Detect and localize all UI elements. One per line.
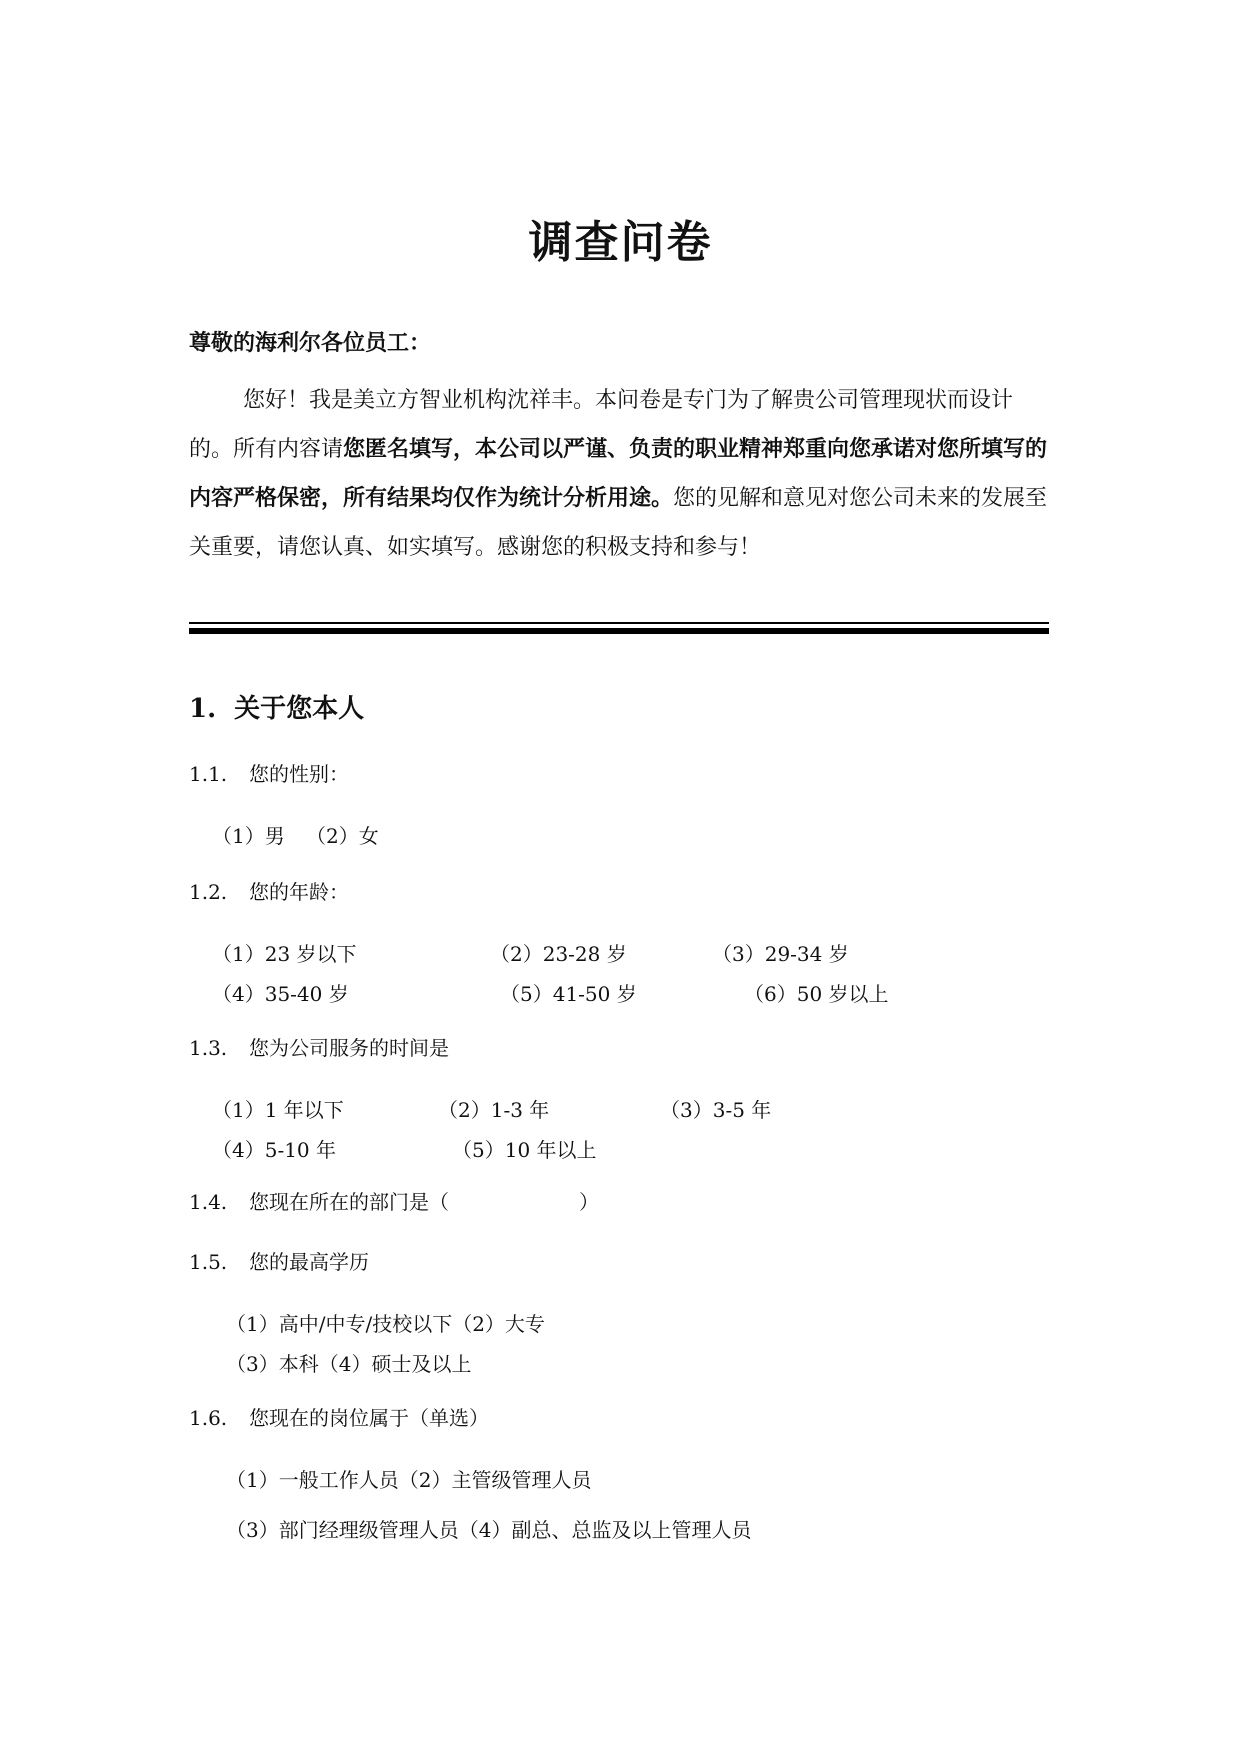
question-number: 1.5. [189, 1250, 228, 1274]
option-position-row-2[interactable]: （3）部门经理级管理人员（4）副总、总监及以上管理人员 [226, 1518, 752, 1542]
option-age-3[interactable]: （3）29-34 岁 [712, 942, 849, 966]
question-number: 1.6. [189, 1406, 228, 1430]
option-age-2[interactable]: （2）23-28 岁 [490, 942, 627, 966]
section-heading [189, 688, 364, 725]
question-number: 1.2. [189, 880, 228, 904]
salutation: 尊敬的海利尔各位员工： [189, 331, 432, 356]
section-number: 1. [189, 694, 217, 724]
option-tenure-3[interactable]: （3）3-5 年 [660, 1098, 772, 1122]
divider-thick [189, 628, 1049, 634]
option-tenure-2[interactable]: （2）1-3 年 [438, 1098, 550, 1122]
option-age-1[interactable]: （1）23 岁以下 [212, 942, 357, 966]
question-number: 1.1. [189, 762, 228, 786]
document-title: 调查问卷 [528, 217, 713, 268]
option-tenure-1[interactable]: （1）1 年以下 [212, 1098, 344, 1122]
option-age-4[interactable]: （4）35-40 岁 [212, 982, 349, 1006]
question-number: 1.3. [189, 1036, 228, 1060]
question-text: 您现在所在的部门是（ [249, 1190, 449, 1214]
intro-text-2: 您的见解和意见对您公司未来的发展至关重要，请您认真、如实填写。感谢您的积极支持和参与！ [189, 486, 1048, 560]
option-education-row-1[interactable]: （1）高中/中专/技校以下（2）大专 [226, 1312, 545, 1336]
question-text: 您为公司服务的时间是 [249, 1036, 449, 1060]
question-text-end: ） [579, 1190, 599, 1214]
question-1-1 [189, 758, 349, 787]
intro-text-1: 您好！我是美立方智业机构沈祥丰。本问卷是专门为了解贵公司管理现状而设计的。所有内容请 [189, 388, 1014, 462]
question-1-3 [189, 1032, 449, 1061]
question-1-6 [189, 1402, 489, 1431]
option-gender-male[interactable]: （1）男 [212, 824, 285, 848]
question-number: 1.4. [189, 1190, 228, 1214]
question-text: 您的性别： [249, 762, 349, 786]
intro-paragraph [189, 376, 1049, 572]
option-gender-female[interactable]: （2）女 [306, 824, 379, 848]
question-text: 您的年龄： [249, 880, 349, 904]
question-1-5 [189, 1246, 369, 1275]
option-age-6[interactable]: （6）50 岁以上 [744, 982, 889, 1006]
divider-thin [189, 622, 1049, 624]
question-text: 您现在的岗位属于（单选） [249, 1406, 489, 1430]
option-age-5[interactable]: （5）41-50 岁 [500, 982, 637, 1006]
question-1-4 [189, 1186, 599, 1215]
option-tenure-5[interactable]: （5）10 年以上 [452, 1138, 597, 1162]
intro-bold-text: 您匿名填写，本公司以严谨、负责的职业精神郑重向您承诺对您所填写的内容严格保密，所有结果均仅作为统计分析用途。 [189, 437, 1048, 511]
option-education-row-2[interactable]: （3）本科（4）硕士及以上 [226, 1352, 472, 1376]
option-tenure-4[interactable]: （4）5-10 年 [212, 1138, 337, 1162]
option-position-row-1[interactable]: （1）一般工作人员（2）主管级管理人员 [226, 1468, 592, 1492]
question-text: 您的最高学历 [249, 1250, 369, 1274]
question-1-2 [189, 876, 349, 905]
section-title: 关于您本人 [234, 694, 365, 724]
